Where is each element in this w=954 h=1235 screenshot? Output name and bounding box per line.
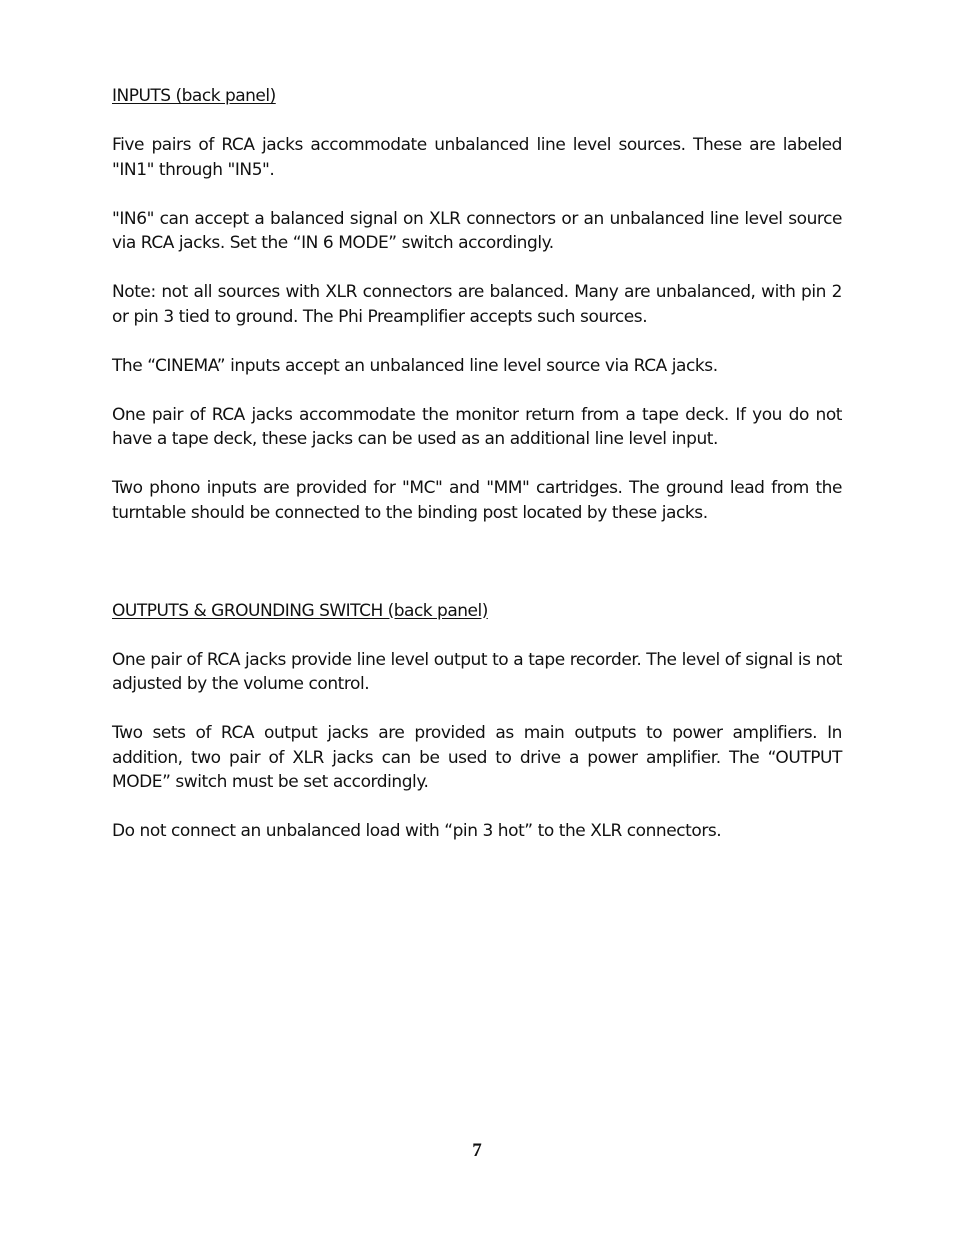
inputs-paragraph-3: Note: not all sources with XLR connectors are balanced. Many are unbalanced, with pin 2 or pin 3 tied to ground. The Phi Preamplifier accepts such sources. — [112, 282, 842, 327]
inputs-paragraph-5: One pair of RCA jacks accommodate the monitor return from a tape deck. If you do not have a tape deck, these jacks can be used as an additional line level input. — [112, 404, 842, 449]
outputs-paragraph-1: One pair of RCA jacks provide line level output to a tape recorder. The level of signal is not adjusted by the volume control. — [112, 649, 842, 694]
inputs-heading: INPUTS (back panel) — [112, 86, 276, 106]
inputs-paragraph-1: Five pairs of RCA jacks accommodate unbalanced line level sources. These are labeled "IN1" through "IN5". — [112, 135, 842, 180]
inputs-paragraph-2: "IN6" can accept a balanced signal on XLR connectors or an unbalanced line level source via RCA jacks. Set the “IN 6 MODE” switch accordingly. — [112, 208, 842, 253]
inputs-paragraph-4: The “CINEMA” inputs accept an unbalanced line level source via RCA jacks. — [112, 355, 718, 376]
page-content — [112, 84, 842, 844]
inputs-paragraph-6: Two phono inputs are provided for "MC" and "MM" cartridges. The ground lead from the turntable should be connected to the binding post located by these jacks. — [112, 478, 842, 523]
outputs-heading: OUTPUTS & GROUNDING SWITCH (back panel) — [112, 600, 488, 621]
outputs-paragraph-2: Two sets of RCA output jacks are provided as main outputs to power amplifiers. In addition, two pair of XLR jacks can be used to drive a power amplifier. The “OUTPUT MODE” switch must be set accordingly. — [112, 723, 842, 792]
page-number: 7 — [472, 1140, 482, 1161]
outputs-paragraph-3: Do not connect an unbalanced load with “pin 3 hot” to the XLR connectors. — [112, 821, 722, 841]
